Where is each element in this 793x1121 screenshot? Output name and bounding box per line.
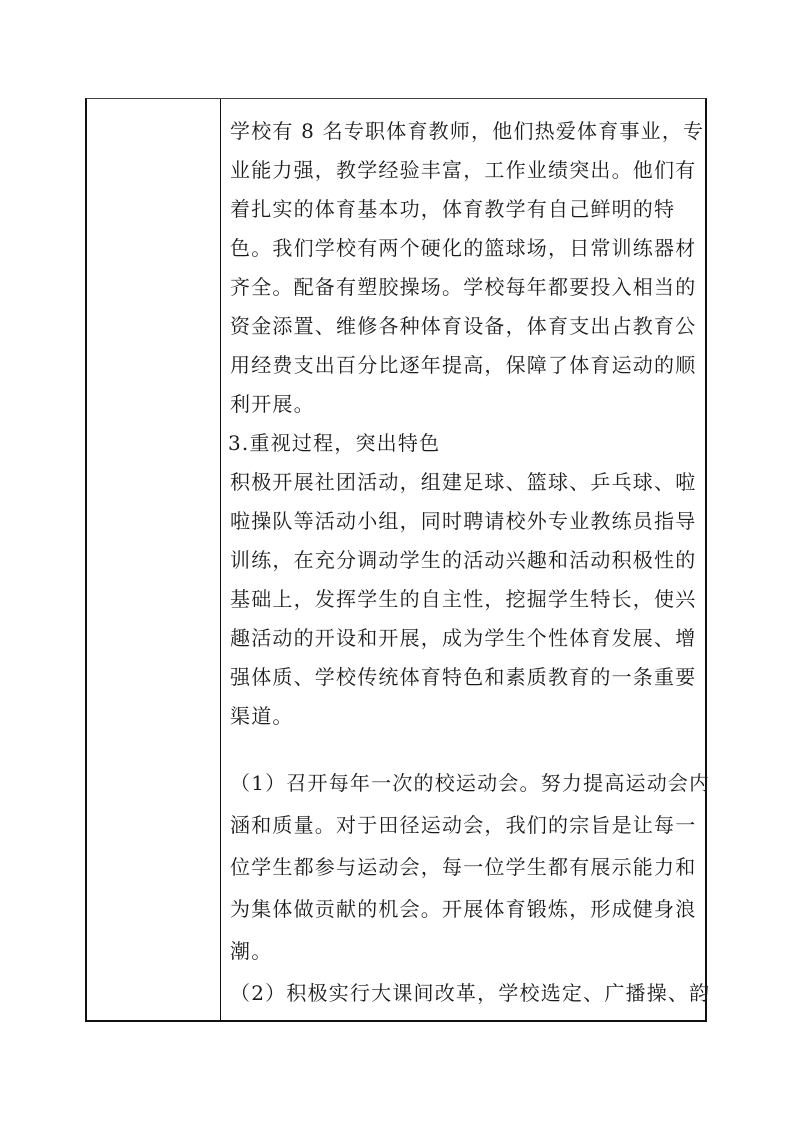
text-line: 利开展。 <box>230 392 315 416</box>
text-line: 为集体做贡献的机会。开展体育锻炼，形成健身浪 <box>230 897 697 921</box>
text-line: 业能力强，教学经验丰富，工作业绩突出。他们有 <box>230 158 697 182</box>
text-line: 潮。 <box>230 939 273 963</box>
text-line: 渠道。 <box>230 704 294 728</box>
text-line: 训练，在充分调动学生的活动兴趣和活动积极性的 <box>230 548 697 572</box>
text-line: 资金添置、维修各种体育设备，体育支出占教育公 <box>230 314 697 338</box>
text-line: 啦操队等活动小组，同时聘请校外专业教练员指导 <box>230 509 697 533</box>
text-line: 位学生都参与运动会，每一位学生都有展示能力和 <box>230 855 697 879</box>
text-line: 涵和质量。对于田径运动会，我们的宗旨是让每一 <box>230 813 697 837</box>
text-line: 积极开展社团活动，组建足球、篮球、乒乓球、啦 <box>230 470 697 494</box>
text-line: （1）召开每年一次的校运动会。努力提高运动会内 <box>230 771 711 795</box>
column-divider <box>220 99 221 1020</box>
text-line: 着扎实的体育基本功，体育教学有自己鲜明的特 <box>230 197 676 221</box>
text-line: 强体质、学校传统体育特色和素质教育的一条重要 <box>230 665 697 689</box>
section-heading: 3.重视过程，突出特色 <box>228 431 441 455</box>
text-line: 色。我们学校有两个硬化的篮球场，日常训练器材 <box>230 236 697 260</box>
text-line: 基础上，发挥学生的自主性，挖掘学生特长，使兴 <box>230 587 697 611</box>
text-line: （2）积极实行大课间改革，学校选定、广播操、韵 <box>230 981 711 1005</box>
text-line: 趣活动的开设和开展，成为学生个性体育发展、增 <box>230 626 697 650</box>
text-line: 学校有 8 名专职体育教师，他们热爱体育事业，专 <box>230 119 705 143</box>
text-line: 用经费支出百分比逐年提高，保障了体育运动的顺 <box>230 353 697 377</box>
text-line: 齐全。配备有塑胶操场。学校每年都要投入相当的 <box>230 275 697 299</box>
